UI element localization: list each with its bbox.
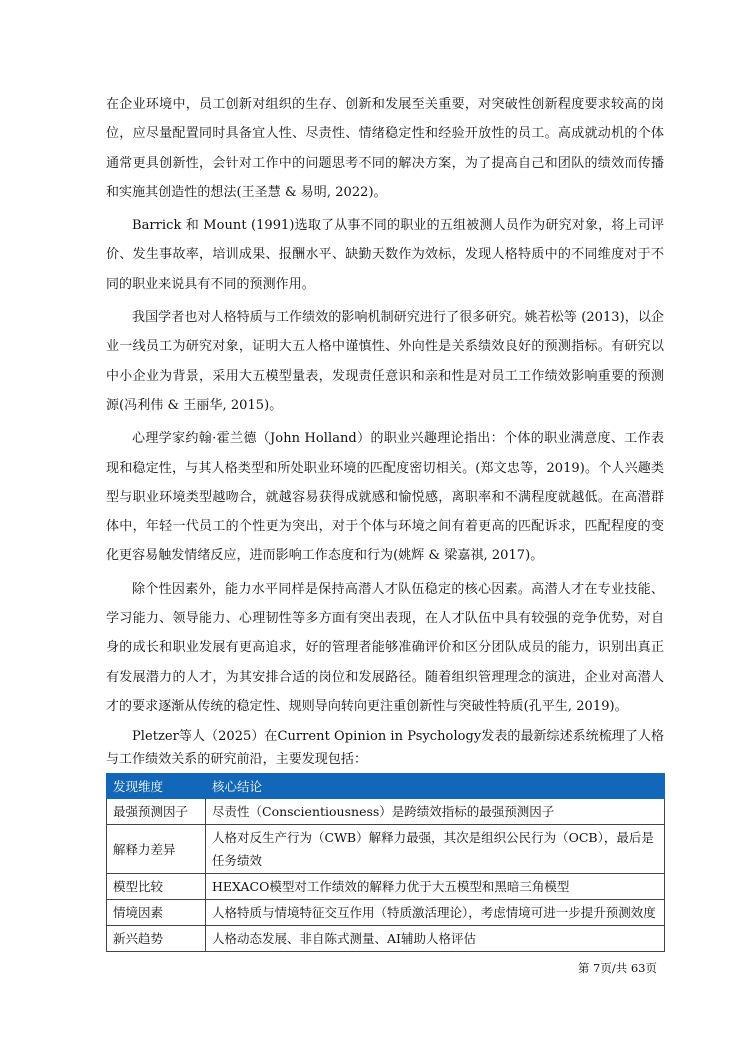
paragraph-holland-theory: 心理学家约翰·霍兰德（John Holland）的职业兴趣理论指出：个体的职业满意度、工作表现和稳定性，与其人格类型和所处职业环境的匹配度密切相关。(郑文忠等，2019)。个人兴趣类型与职业环境类型越吻合，就越容易获得成就感和愉悦感，离职率和不满程度就越低。在高潜群体中，年轻一代员工的个性更为突出，对于个体与环境之间有着更高的匹配诉求，匹配程度的变化更容易触发情绪反应，进而影响工作态度和行为(姚辉 & 梁嘉祺, 2017)。 xyxy=(106,431,664,564)
page-number: 第 7页/共 63页 xyxy=(577,961,657,975)
cell-dimension: 最强预测因子 xyxy=(107,799,206,825)
table-row xyxy=(107,874,665,900)
header-dimension: 发现维度 xyxy=(107,774,206,799)
paragraph-employee-innovation: 在企业环境中，员工创新对组织的生存、创新和发展至关重要，对突破性创新程度要求较高的岗位，应尽量配置同时具备宜人性、尽责性、情绪稳定性和经验开放性的员工。高成就动机的个体通常更具创新性，会针对工作中的问题思考不同的解决方案，为了提高自己和团队的绩效而传播和实施其创造性的想法(王圣慧 & 易明, 2022)。 xyxy=(106,97,664,200)
table-row xyxy=(107,900,665,926)
cell-dimension: 解释力差异 xyxy=(107,825,206,874)
cell-dimension: 模型比较 xyxy=(107,874,206,900)
cell-conclusion: 人格动态发展、非自陈式测量、AI辅助人格评估 xyxy=(206,926,665,952)
paragraph-pletzer-review: Pletzer等人（2025）在Current Opinion in Psychology发表的最新综述系统梳理了人格与工作绩效关系的研究前沿，主要发现包括： xyxy=(106,729,664,768)
cell-dimension: 新兴趋势 xyxy=(107,926,206,952)
paragraph-barrick-mount: Barrick 和 Mount (1991)选取了从事不同的职业的五组被测人员作为研究对象，将上司评价、发生事故率，培训成果、报酬水平、缺勤天数作为效标，发现人格特质中的不同维度对于不同的职业来说具有不同的预测作用。 xyxy=(106,218,664,292)
cell-conclusion: 人格对反生产行为（CWB）解释力最强，其次是组织公民行为（OCB），最后是任务绩效 xyxy=(206,825,665,874)
cell-conclusion: 尽责性（Conscientiousness）是跨绩效指标的最强预测因子 xyxy=(206,799,665,825)
cell-dimension: 情境因素 xyxy=(107,900,206,926)
paragraph-ability-factor: 除个性因素外，能力水平同样是保持高潜人才队伍稳定的核心因素。高潜人才在专业技能、学习能力、领导能力、心理韧性等多方面有突出表现，在人才队伍中具有较强的竞争优势，对自身的成长和职业发展有更高追求，好的管理者能够准确评价和区分团队成员的能力，识别出真正有发展潜力的人才，为其安排合适的岗位和发展路径。随着组织管理理念的演进，企业对高潜人才的要求逐渐从传统的稳定性、规则导向转向更注重创新性与突破性特质(孔平生, 2019)。 xyxy=(106,581,664,714)
cell-conclusion: 人格特质与情境特征交互作用（特质激活理论），考虑情境可进一步提升预测效度 xyxy=(206,900,665,926)
table-header-row xyxy=(107,774,665,799)
table-row xyxy=(107,825,665,874)
findings-table xyxy=(106,773,665,952)
table-row xyxy=(107,799,665,825)
table-row xyxy=(107,926,665,952)
header-conclusion: 核心结论 xyxy=(206,774,665,799)
paragraph-domestic-research: 我国学者也对人格特质与工作绩效的影响机制研究进行了很多研究。姚若松等 (2013)，以企业一线员工为研究对象，证明大五人格中谨慎性、外向性是关系绩效良好的预测指标。有研究以中小企业为背景，采用大五模型量表，发现责任意识和亲和性是对员工工作绩效影响重要的预测源(冯利伟 & 王丽华, 2015)。 xyxy=(106,310,664,413)
cell-conclusion: HEXACO模型对工作绩效的解释力优于大五模型和黑暗三角模型 xyxy=(206,874,665,900)
